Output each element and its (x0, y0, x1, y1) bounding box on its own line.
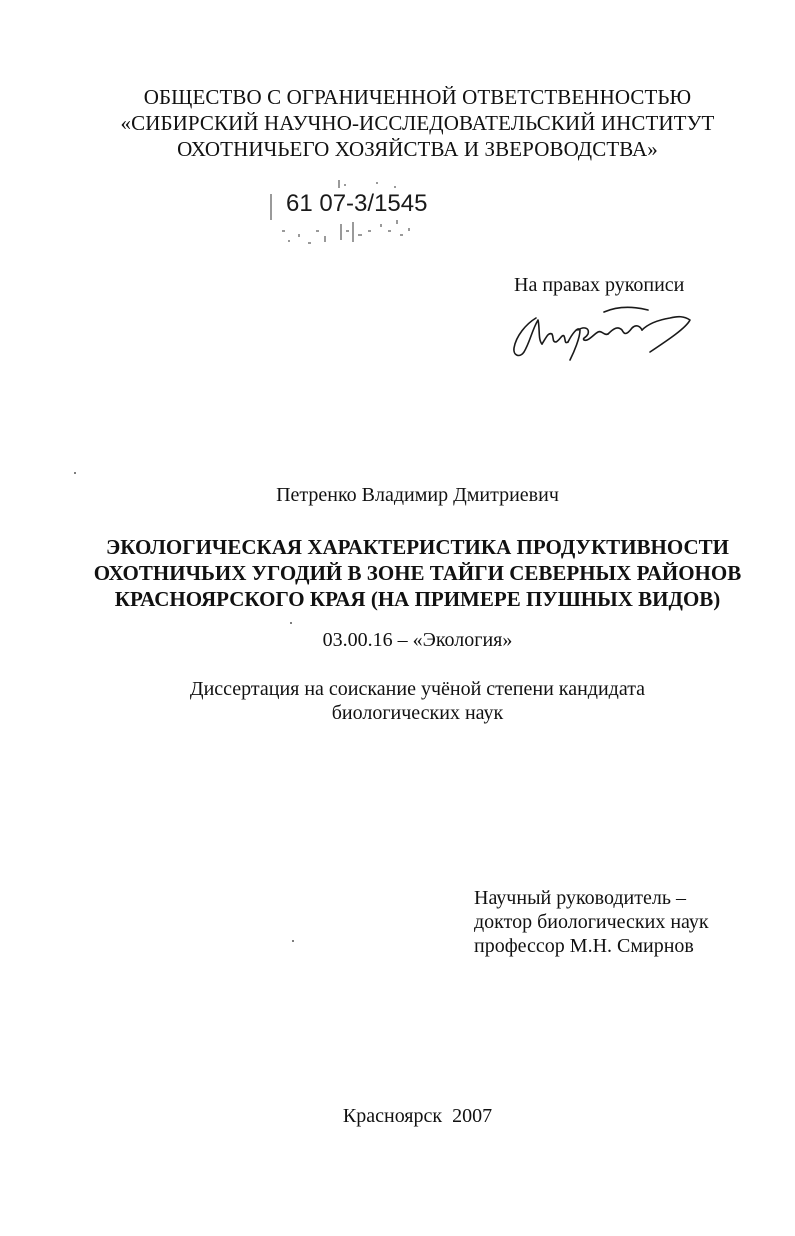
supervisor-block (474, 886, 709, 958)
degree-statement (0, 677, 795, 725)
city-year: Красноярск 2007 (342, 1105, 493, 1127)
author-signature (508, 298, 708, 373)
degree-line-2: биологических наук (331, 702, 504, 724)
scan-speck (292, 940, 294, 942)
title-line-3: КРАСНОЯРСКОГО КРАЯ (НА ПРИМЕРЕ ПУШНЫХ ВИДОВ) (114, 587, 721, 611)
supervisor-line-3: профессор М.Н. Смирнов (474, 935, 694, 957)
scan-speck (290, 622, 292, 624)
organization-line-1: ОБЩЕСТВО С ОГРАНИЧЕННОЙ ОТВЕТСТВЕННОСТЬЮ (143, 85, 692, 109)
author-name: Петренко Владимир Дмитриевич (276, 484, 559, 506)
organization-line-3: ОХОТНИЧЬЕГО ХОЗЯЙСТВА И ЗВЕРОВОДСТВА» (177, 137, 658, 161)
scan-speck (74, 472, 76, 474)
stamp-code: 61 07-3/1545 (286, 190, 428, 217)
organization-header (0, 84, 795, 162)
degree-line-1: Диссертация на соискание учёной степени кандидата (189, 678, 646, 700)
signature-scribble (508, 298, 708, 368)
rights-note: На правах рукописи (514, 274, 685, 296)
dissertation-title (0, 534, 795, 612)
library-stamp (268, 180, 428, 250)
supervisor-line-2: доктор биологических наук (474, 911, 709, 933)
title-line-1: ЭКОЛОГИЧЕСКАЯ ХАРАКТЕРИСТИКА ПРОДУКТИВНОСТИ (106, 535, 729, 559)
supervisor-line-1: Научный руководитель – (474, 887, 686, 909)
specialty-code: 03.00.16 – «Экология» (322, 629, 513, 651)
organization-line-2: «СИБИРСКИЙ НАУЧНО-ИССЛЕДОВАТЕЛЬСКИЙ ИНСТИТУТ (120, 111, 715, 135)
title-line-2: ОХОТНИЧЬИХ УГОДИЙ В ЗОНЕ ТАЙГИ СЕВЕРНЫХ РАЙОНОВ (93, 561, 742, 585)
